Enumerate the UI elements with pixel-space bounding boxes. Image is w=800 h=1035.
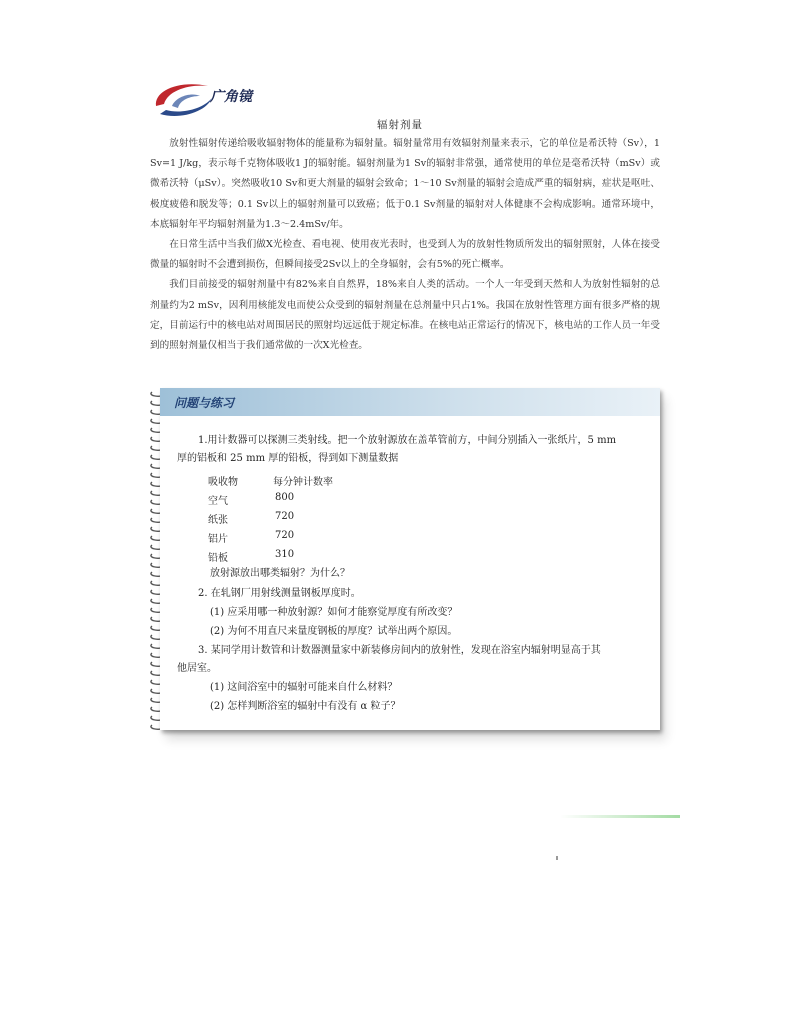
table-row-label: 铝片 — [208, 534, 228, 545]
table-row-label: 铅板 — [208, 553, 228, 564]
question-2: 2. 在轧钢厂用射线测量钢板厚度时。 — [198, 588, 361, 599]
exercise-card — [160, 388, 660, 730]
card-title: 问题与练习 — [174, 396, 235, 410]
question-3-line-1: 3. 某同学用计数管和计数器测量家中新装修房间内的放射性，发现在浴室内辐射明显高于其 — [198, 645, 601, 656]
table-row-value: 720 — [275, 530, 295, 541]
logo — [150, 76, 270, 122]
table-header-absorber: 吸收物 — [208, 477, 238, 488]
question-3-part-1: (1) 这间浴室中的辐射可能来自什么材料？ — [210, 682, 398, 693]
scan-mark — [560, 815, 680, 818]
question-2-part-2: (2) 为何不用直尺来量度钢板的厚度？试举出两个原因。 — [210, 626, 458, 637]
reading-text — [150, 134, 660, 356]
logo-text: 广角镜 — [210, 89, 252, 105]
question-3-line-2: 他居室。 — [177, 663, 217, 674]
table-row-value: 720 — [275, 511, 295, 522]
table-header-count: 每分钟计数率 — [273, 477, 333, 488]
card-header — [160, 388, 660, 416]
question-1-line-2: 厚的铝板和 25 mm 厚的铅板，得到如下测量数据 — [177, 453, 399, 464]
table-row-label: 纸张 — [208, 515, 228, 526]
scan-dot — [556, 856, 558, 860]
question-1-ask: 放射源放出哪类辐射？为什么？ — [210, 568, 350, 579]
table-row-value: 310 — [275, 549, 295, 560]
paragraph: 放射性辐射传递给吸收辐射物体的能量称为辐射量。辐射量常用有效辐射剂量来表示，它的单位是希沃特（Sv），1 Sv=1 J/kg，表示每千克物体吸收1 J的辐射能。辐射剂量为1 Sv的辐射非常强，通常使用的单位是毫希沃特（mSv）或微希沃特（μSv）。突然吸收10 Sv和更大剂量的辐射会致命；1～10 Sv剂量的辐射会造成严重的辐射病，症状是呕吐、极度疲倦和脱发等；0.1 Sv以上的辐射剂量可以致癌；低于0.1 Sv剂量的辐射对人体健康不会构成影响。通常环境中，本底辐射年平均辐射剂量为1.3～2.4mSv/年。 — [150, 138, 660, 230]
paragraph: 在日常生活中当我们做X光检查、看电视、使用夜光表时，也受到人为的放射性物质所发出的辐射照射，人体在接受微量的辐射时不会遭到损伤，但瞬间接受2Sv以上的全身辐射，会有5%的死亡概率。 — [150, 239, 660, 271]
paragraph: 我们目前接受的辐射剂量中有82%来自自然界，18%来自人类的活动。一个人一年受到天然和人为放射性辐射的总剂量约为2 mSv，因利用核能发电而使公众受到的辐射剂量在总剂量中只占1%。我国在放射性管理方面有很多严格的规定，目前运行中的核电站对周围居民的照射均远远低于规定标准。在核电站正常运行的情况下，核电站的工作人员一年受到的照射剂量仅相当于我们通常做的一次X光检查。 — [150, 279, 660, 352]
question-2-part-1: (1) 应采用哪一种放射源？如何才能察觉厚度有所改变？ — [210, 607, 458, 618]
table-row-value: 800 — [275, 492, 295, 503]
question-1-line-1: 1.用计数器可以探测三类射线。把一个放射源放在盖革管前方，中间分别插入一张纸片，5 mm — [198, 435, 617, 446]
page-title: 辐射剂量 — [377, 119, 423, 131]
table-row-label: 空气 — [208, 496, 228, 507]
question-3-part-2: (2) 怎样判断浴室的辐射中有没有 α 粒子？ — [210, 701, 401, 712]
